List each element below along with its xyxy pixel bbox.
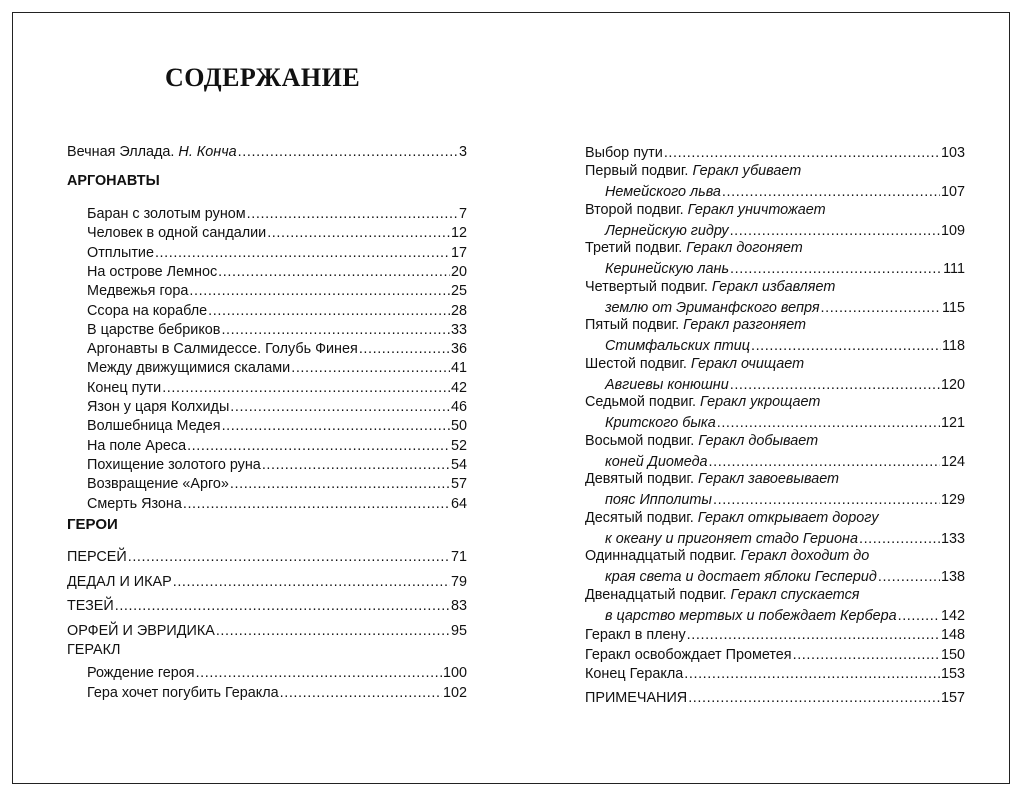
- toc-page-number: 52: [450, 437, 467, 454]
- labor-description: Геракл убивает: [692, 163, 802, 179]
- labor-number: Пятый подвиг.: [585, 317, 684, 333]
- toc-entry-label: Геракл освобождает Прометея: [585, 646, 792, 663]
- toc-entry[interactable]: [87, 662, 467, 682]
- labor-number: Четвертый подвиг.: [585, 278, 712, 295]
- toc-entry[interactable]: [605, 489, 965, 509]
- toc-entry-label: Волшебница Медея: [87, 418, 221, 435]
- toc-page-number: 7: [458, 206, 467, 222]
- toc-page-number: 115: [942, 299, 965, 316]
- leader-dots: [687, 626, 940, 644]
- leader-dots: [709, 453, 940, 471]
- toc-page-number: 50: [450, 418, 467, 435]
- toc-entry-label: Гера хочет погубить Геракла: [87, 685, 279, 701]
- leader-dots: [187, 437, 450, 455]
- labor-description: Геракл открывает дорогу: [697, 509, 879, 526]
- toc-entry-label: Конец Геракла: [585, 666, 684, 682]
- toc-entry-label: Возвращение «Арго»: [87, 476, 229, 493]
- toc-entry-label: ДЕДАЛ И ИКАР: [67, 573, 172, 590]
- toc-entry[interactable]: [87, 338, 467, 358]
- leader-dots: [196, 664, 442, 682]
- toc-page-number: 12: [450, 225, 467, 242]
- toc-page-number: 71: [450, 549, 467, 565]
- toc-page-number: 133: [940, 530, 965, 547]
- labor-description: Геракл разгоняет: [683, 317, 807, 333]
- toc-page-number: 120: [940, 376, 965, 393]
- leader-dots: [713, 491, 940, 509]
- toc-entry[interactable]: [67, 620, 467, 640]
- toc-entry-label: Рождение героя: [87, 665, 195, 681]
- toc-entry[interactable]: [605, 412, 965, 432]
- labor-description: Геракл догоняет: [686, 240, 803, 256]
- toc-page-number: 79: [450, 573, 467, 590]
- toc-entry-label: Ссора на корабле: [87, 302, 208, 319]
- toc-page-number: 57: [450, 476, 467, 493]
- leader-dots: [291, 359, 450, 377]
- leader-dots: [267, 224, 450, 242]
- toc-entry-first-line[interactable]: [585, 470, 965, 490]
- toc-page-number: 129: [940, 492, 965, 508]
- toc-entry-label: ТЕЗЕЙ: [67, 598, 114, 615]
- toc-entry[interactable]: [87, 242, 467, 262]
- toc-page-number: 41: [450, 360, 467, 377]
- section-heading-argonauts: АРГОНАВТЫ: [67, 173, 160, 189]
- toc-entry-label: Медвежья гора: [87, 283, 189, 300]
- toc-entry[interactable]: [605, 605, 965, 625]
- leader-dots: [162, 379, 450, 397]
- leader-dots: [684, 665, 940, 683]
- toc-entry[interactable]: [585, 142, 965, 162]
- leader-dots: [222, 417, 450, 435]
- book-page: [12, 12, 1010, 784]
- leader-dots: [155, 244, 450, 262]
- page-title: СОДЕРЖАНИЕ: [165, 63, 361, 92]
- toc-entry[interactable]: [605, 181, 965, 201]
- toc-entry-label: Авгиевы конюшни: [605, 376, 729, 393]
- toc-entry-label: Отплытие: [87, 244, 154, 261]
- leader-dots: [216, 622, 450, 640]
- toc-entry-first-line[interactable]: [585, 393, 965, 413]
- toc-page-number: 28: [450, 302, 467, 319]
- toc-page-number: 36: [450, 341, 467, 358]
- toc-entry[interactable]: [87, 493, 467, 513]
- toc-entry-first-line[interactable]: [585, 201, 965, 221]
- leader-dots: [183, 495, 450, 513]
- toc-entry-label: Геракл в плену: [585, 627, 686, 643]
- labor-description: Геракл доходит до: [740, 548, 870, 564]
- toc-entry[interactable]: [87, 261, 467, 281]
- toc-entry-label: Немейского льва: [605, 184, 721, 200]
- leader-dots: [859, 530, 940, 548]
- toc-page-number: 33: [450, 321, 467, 338]
- toc-entry-label: Лернейскую гидру: [605, 222, 729, 239]
- leader-dots: [189, 282, 450, 300]
- labor-number: Седьмой подвиг.: [585, 394, 700, 410]
- toc-entry-label: края света и достает яблоки Гесперид: [605, 569, 877, 585]
- toc-entry-label: Смерть Язона: [87, 495, 182, 512]
- toc-page-number: 64: [450, 495, 467, 512]
- toc-entry-label: Между движущимися скалами: [87, 360, 291, 377]
- labor-number: Первый подвиг.: [585, 163, 693, 179]
- toc-entry[interactable]: [605, 374, 965, 394]
- labor-description: Геракл завоевывает: [698, 471, 840, 487]
- toc-entry[interactable]: [87, 435, 467, 455]
- leader-dots: [751, 337, 941, 355]
- toc-entry-first-line[interactable]: [585, 586, 965, 606]
- toc-entry[interactable]: [605, 566, 965, 586]
- toc-entry[interactable]: [605, 297, 965, 317]
- leader-dots: [688, 689, 940, 707]
- toc-entry[interactable]: [87, 357, 467, 377]
- toc-entry[interactable]: [87, 473, 467, 493]
- leader-dots: [218, 263, 450, 281]
- leader-dots: [238, 143, 458, 161]
- toc-page-number: 95: [450, 623, 467, 640]
- leader-dots: [717, 414, 940, 432]
- toc-entry[interactable]: [585, 644, 965, 664]
- toc-entry-label: Похищение золотого руна: [87, 456, 261, 473]
- labor-description: Геракл добывает: [698, 432, 819, 449]
- toc-entry[interactable]: [87, 319, 467, 339]
- toc-page-number: 118: [942, 338, 965, 354]
- leader-dots: [722, 183, 940, 201]
- toc-entry-label: Баран с золотым руном: [87, 206, 246, 222]
- labor-description: Геракл избавляет: [711, 278, 836, 295]
- labor-number: Десятый подвиг.: [585, 509, 698, 526]
- toc-entry-label: Выбор пути: [585, 145, 663, 161]
- leader-dots: [262, 456, 450, 474]
- section-heading-heroes: ГЕРОИ: [67, 516, 118, 533]
- toc-page-number: 138: [940, 569, 965, 585]
- toc-entry[interactable]: [605, 528, 965, 548]
- toc-entry[interactable]: [87, 396, 467, 416]
- toc-entry-first-line[interactable]: [585, 509, 965, 529]
- toc-entry-first-line[interactable]: [585, 278, 965, 298]
- toc-entry-label: ОРФЕЙ И ЭВРИДИКА: [67, 623, 215, 640]
- toc-page-number: 121: [940, 415, 965, 431]
- toc-entry-label: Стимфальских птиц: [605, 338, 750, 354]
- toc-entry-label: Человек в одной сандалии: [87, 225, 267, 242]
- toc-entry-label: Аргонавты в Салмидессе. Голубь Финея: [87, 341, 358, 358]
- toc-page-number: 142: [940, 607, 965, 624]
- toc-page-number: 42: [450, 379, 467, 396]
- toc-entry-label: На острове Лемнос: [87, 263, 218, 280]
- toc-page-number: 109: [940, 222, 965, 239]
- toc-page-number: 17: [450, 244, 467, 261]
- labor-number: Восьмой подвиг.: [585, 432, 699, 449]
- toc-entry-label: Конец пути: [87, 379, 162, 396]
- toc-entry-label: ПЕРСЕЙ: [67, 549, 127, 565]
- leader-dots: [821, 299, 942, 317]
- leader-dots: [230, 398, 450, 416]
- toc-entry-label: На поле Ареса: [87, 437, 187, 454]
- toc-entry[interactable]: [87, 300, 467, 320]
- toc-entry-label: ПРИМЕЧАНИЯ: [585, 690, 688, 706]
- toc-entry[interactable]: [87, 377, 467, 397]
- leader-dots: [359, 340, 450, 358]
- toc-page-number: 157: [940, 690, 965, 706]
- labor-number: Одиннадцатый подвиг.: [585, 548, 741, 564]
- toc-entry[interactable]: [67, 546, 467, 566]
- toc-page-number: 54: [450, 456, 467, 473]
- toc-entry[interactable]: [87, 203, 467, 223]
- toc-page-number: 102: [442, 685, 467, 701]
- toc-entry[interactable]: [605, 335, 965, 355]
- toc-entry-label: Язон у царя Колхиды: [87, 399, 230, 415]
- leader-dots: [230, 475, 450, 493]
- toc-entry[interactable]: [87, 682, 467, 702]
- leader-dots: [173, 573, 450, 591]
- leader-dots: [878, 568, 940, 586]
- toc-entry-label: коней Диомеда: [605, 453, 708, 470]
- leader-dots: [730, 260, 942, 278]
- toc-page-number: 148: [940, 627, 965, 643]
- labor-number: Третий подвиг.: [585, 240, 687, 256]
- toc-page-number: 111: [943, 261, 965, 277]
- labor-number: Шестой подвиг.: [585, 355, 691, 372]
- section-heading-heracles: ГЕРАКЛ: [67, 642, 121, 658]
- toc-entry-notes[interactable]: [585, 687, 965, 707]
- labor-number: Девятый подвиг.: [585, 471, 699, 487]
- toc-entry-intro[interactable]: [67, 141, 467, 161]
- leader-dots: [115, 597, 450, 615]
- toc-entry-label: Вечная Эллада. Н. Конча: [67, 144, 237, 160]
- labor-description: Геракл уничтожает: [687, 201, 826, 218]
- toc-page-number: 150: [940, 646, 965, 663]
- leader-dots: [280, 684, 442, 702]
- toc-entry[interactable]: [605, 258, 965, 278]
- toc-page-number: 25: [450, 283, 467, 300]
- leader-dots: [208, 302, 450, 320]
- labor-description: Геракл спускается: [730, 586, 860, 603]
- toc-page-number: 107: [940, 184, 965, 200]
- toc-entry-first-line[interactable]: [585, 432, 965, 452]
- toc-entry-first-line[interactable]: [585, 316, 965, 336]
- leader-dots: [898, 607, 940, 625]
- toc-page-number: 103: [940, 145, 965, 161]
- leader-dots: [664, 144, 940, 162]
- leader-dots: [128, 548, 450, 566]
- toc-page-number: 3: [458, 144, 467, 160]
- toc-entry[interactable]: [87, 280, 467, 300]
- labor-number: Второй подвиг.: [585, 201, 688, 218]
- toc-page-number: 100: [442, 665, 467, 681]
- toc-entry-label: в царство мертвых и побеждает Кербера: [605, 607, 897, 624]
- toc-page-number: 153: [940, 666, 965, 682]
- toc-entry-first-line[interactable]: [585, 355, 965, 375]
- toc-entry[interactable]: [585, 624, 965, 644]
- leader-dots: [247, 205, 458, 223]
- toc-entry[interactable]: [67, 571, 467, 591]
- toc-page-number: 83: [450, 598, 467, 615]
- toc-entry-label: землю от Эриманфского вепря: [605, 299, 820, 316]
- toc-page-number: 46: [450, 399, 467, 415]
- toc-entry[interactable]: [67, 595, 467, 615]
- toc-entry-label: В царстве бебриков: [87, 321, 221, 338]
- labor-description: Геракл укрощает: [699, 394, 821, 410]
- leader-dots: [730, 376, 940, 394]
- toc-entry-first-line[interactable]: [585, 162, 965, 182]
- toc-entry[interactable]: [87, 415, 467, 435]
- toc-page-number: 124: [940, 453, 965, 470]
- toc-entry[interactable]: [605, 451, 965, 471]
- leader-dots: [221, 321, 450, 339]
- toc-entry-label: к океану и пригоняет стадо Гериона: [605, 530, 858, 547]
- toc-entry-label: пояс Ипполиты: [605, 492, 713, 508]
- toc-entry[interactable]: [605, 220, 965, 240]
- labor-number: Двенадцатый подвиг.: [585, 586, 731, 603]
- leader-dots: [730, 222, 940, 240]
- toc-entry-label: Критского быка: [605, 415, 716, 431]
- toc-entry[interactable]: [87, 222, 467, 242]
- leader-dots: [793, 646, 940, 664]
- toc-entry-label: Керинейскую лань: [605, 261, 730, 277]
- toc-entry-first-line[interactable]: [585, 547, 965, 567]
- toc-entry-first-line[interactable]: [585, 239, 965, 259]
- labor-description: Геракл очищает: [690, 355, 805, 372]
- toc-entry[interactable]: [585, 663, 965, 683]
- toc-page-number: 20: [450, 263, 467, 280]
- toc-entry[interactable]: [87, 454, 467, 474]
